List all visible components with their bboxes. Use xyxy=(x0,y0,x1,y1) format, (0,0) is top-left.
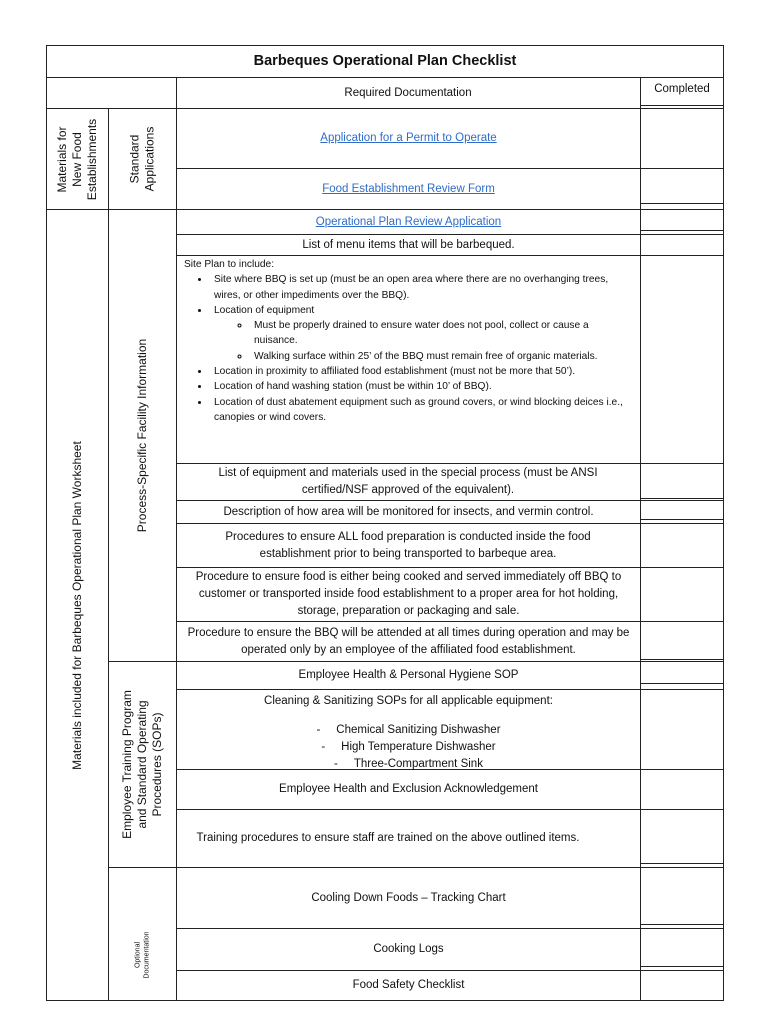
completed-checkbox-insects[interactable] xyxy=(641,499,723,519)
completed-checkbox-procedures[interactable] xyxy=(641,520,723,659)
cleaning-equipment-list xyxy=(316,722,500,773)
section-employee-training: Employee Training Program and Standard Operating Procedures (SOPs) xyxy=(120,690,165,839)
site-plan-intro: Site Plan to include: xyxy=(184,259,275,270)
completed-checkbox-permit[interactable] xyxy=(641,109,723,203)
required-documentation-header: Required Documentation xyxy=(344,86,472,99)
section-optional-documentation: Optional Documentation xyxy=(134,931,151,979)
section-new-food-establishments: Materials for New Food Establishments xyxy=(55,118,99,200)
completed-checkbox-operational-plan[interactable] xyxy=(641,210,723,230)
cooking-logs-row: Cooking Logs xyxy=(373,943,444,955)
review-form-link[interactable]: Food Establishment Review Form xyxy=(322,182,495,195)
completed-checkbox-training[interactable] xyxy=(641,684,723,863)
bbq-attended-row: Procedure to ensure the BBQ will be attended at all times during operation and may be operated only by an employee of the affiliated food establishment. xyxy=(187,626,630,656)
section-process-specific: Process-Specific Facility Information xyxy=(135,338,149,533)
section-standard-applications: Standard Applications xyxy=(127,126,157,192)
menu-items-row: List of menu items that will be barbequed. xyxy=(302,238,515,251)
completed-checkbox-health[interactable] xyxy=(641,660,723,683)
health-hygiene-sop-row: Employee Health & Personal Hygiene SOP xyxy=(298,669,519,681)
list-item: - Chemical Sanitizing Dishwasher xyxy=(316,722,500,739)
list-item: - Three-Compartment Sink xyxy=(316,756,500,773)
inside-prep-row: Procedures to ensure ALL food preparation is conducted inside the food establishment prior to being transported to barbeque area. xyxy=(225,530,591,560)
list-item: • Location of hand washing station (must be within 10’ of BBQ). xyxy=(210,379,634,394)
section-worksheet-materials: Materials included for Barbeques Operational Plan Worksheet xyxy=(70,440,84,770)
training-procedures-row: Training procedures to ensure staff are trained on the above outlined items. xyxy=(196,832,580,844)
insect-monitoring-row: Description of how area will be monitored for insects, and vermin control. xyxy=(223,505,594,518)
completed-header: Completed xyxy=(654,82,710,95)
list-item: - High Temperature Dishwasher xyxy=(316,739,500,756)
cleaning-sanitizing-row xyxy=(177,690,640,769)
list-item: • Site where BBQ is set up (must be an open area where there are no overhanging trees, wires, or other impediments over the BBQ). xyxy=(210,272,634,303)
page-title: Barbeques Operational Plan Checklist xyxy=(253,52,517,69)
food-safety-row: Food Safety Checklist xyxy=(352,979,465,991)
review-form-row xyxy=(177,169,640,209)
permit-application-row xyxy=(177,109,640,168)
operational-plan-link[interactable]: Operational Plan Review Application xyxy=(315,215,502,228)
list-item: • Location of equipment ◦ Must be properly drained to ensure water does not pool, collect or cause a nuisance. ◦ Walking surface within 25’ of the BBQ must remain free of organic materials. xyxy=(210,303,634,364)
completed-checkbox-food-safety[interactable] xyxy=(641,967,723,1000)
list-item: ◦ Must be properly drained to ensure water does not pool, collect or cause a nuisance. xyxy=(250,318,634,349)
site-plan-block xyxy=(184,257,634,463)
list-item: • Location in proximity to affiliated food establishment (must not be more that 50’). xyxy=(210,364,634,379)
list-item: ◦ Walking surface within 25’ of the BBQ must remain free of organic materials. xyxy=(250,349,634,364)
permit-application-link[interactable]: Application for a Permit to Operate xyxy=(320,132,497,144)
list-item: • Location of dust abatement equipment such as ground covers, or wind blocking deices i.e., canopies or wind covers. xyxy=(210,395,634,426)
operational-plan-row xyxy=(177,210,640,234)
exclusion-acknowledgement-row: Employee Health and Exclusion Acknowledgement xyxy=(279,783,538,795)
completed-checkbox-process[interactable] xyxy=(641,231,723,498)
cooked-served-row: Procedure to ensure food is either being cooked and served immediately off BBQ to customer or transported inside food establishment to a proper area for hot holding, storage, preparation or packaging and sale. xyxy=(195,571,622,617)
cleaning-intro: Cleaning & Sanitizing SOPs for all applicable equipment: xyxy=(264,695,553,707)
completed-checkbox-cooling[interactable] xyxy=(641,864,723,924)
cooling-chart-row: Cooling Down Foods – Tracking Chart xyxy=(311,891,506,904)
equipment-list-row: List of equipment and materials used in the special process (must be ANSI certified/NSF approved of the equivalent). xyxy=(218,467,598,496)
completed-checkbox-cooking-logs[interactable] xyxy=(641,925,723,966)
